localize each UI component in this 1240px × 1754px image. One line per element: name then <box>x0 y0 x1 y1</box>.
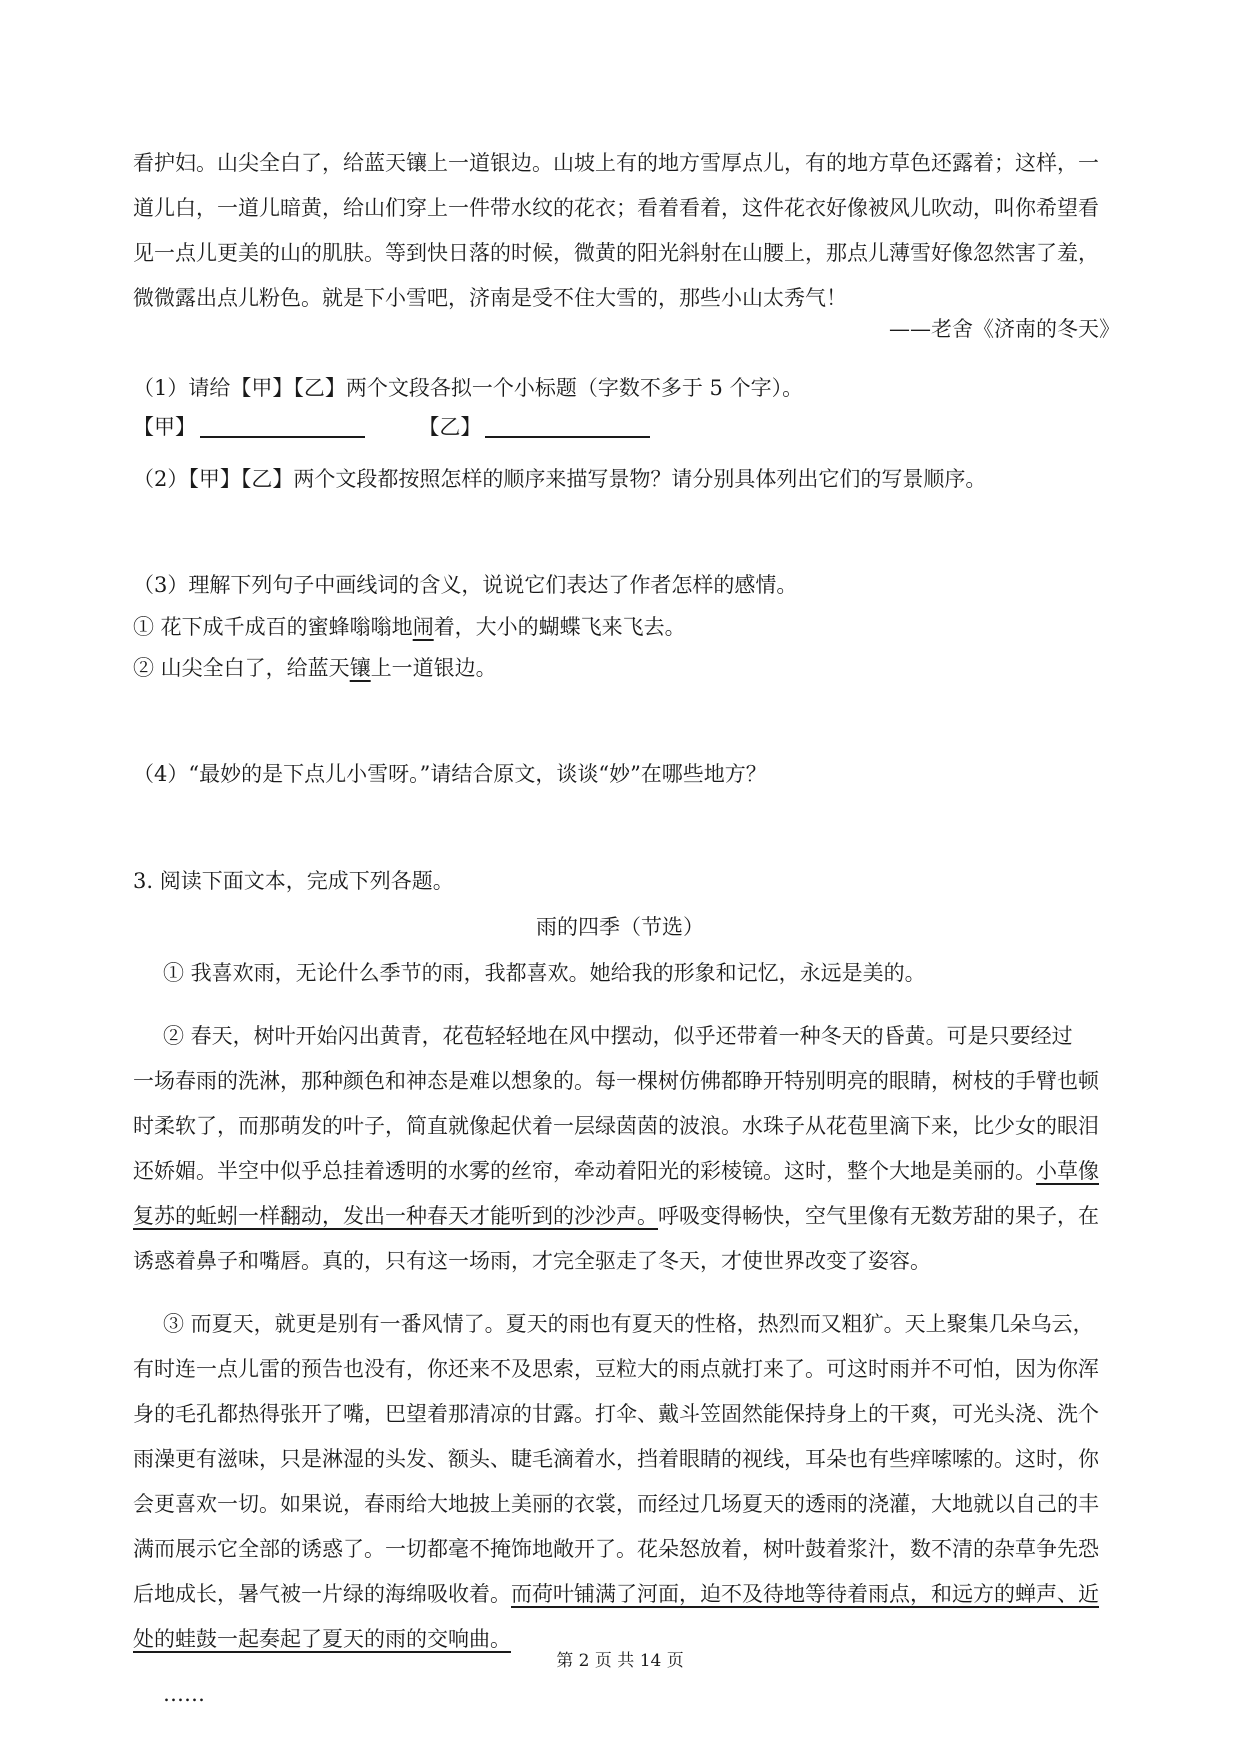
blank-label-jia: 【甲】 <box>133 415 196 439</box>
question-3-sentence-1 <box>133 612 686 642</box>
sentence-2-text: ② 山尖全白了，给蓝天 <box>133 656 350 680</box>
paragraph-2-line-3: 时柔软了，而那萌发的叶子，简直就像起伏着一层绿茵茵的波浪。水珠子从花苞里滴下来，比少女的眼泪 <box>133 1114 1099 1138</box>
paragraph-2-line-1: ② 春天，树叶开始闪出黄青，花苞轻轻地在风中摆动，似乎还带着一种冬天的昏黄。可是只要经过 <box>163 1024 1073 1048</box>
paragraph-2-line-4-text: 还娇媚。半空中似乎总挂着透明的水雾的丝帘，牵动着阳光的彩棱镜。这时，整个大地是美丽的。 <box>133 1159 1036 1183</box>
paragraph-3-line-6: 满而展示它全部的诱惑了。一切都毫不掩饰地敞开了。花朵怒放着，树叶鼓着浆汁，数不清的杂草争先恐 <box>133 1537 1099 1561</box>
passage-line-2: 道儿白，一道儿暗黄，给山们穿上一件带水纹的花衣；看着看着，这件花衣好像被风儿吹动，叫你希望看 <box>133 196 1099 220</box>
underlined-word-nao: 闹 <box>412 615 434 639</box>
answer-blank-jia[interactable] <box>200 414 365 438</box>
underlined-sentence-summer-a: 而荷叶铺满了河面，迫不及待地等待着雨点，和远方的蝉声、近 <box>511 1582 1099 1606</box>
paragraph-2-line-5-text: 呼吸变得畅快，空气里像有无数芳甜的果子，在 <box>658 1204 1099 1228</box>
paragraph-3-line-3: 身的毛孔都热得张开了嘴，巴望着那清凉的甘露。打伞、戴斗笠固然能保持身上的干爽，可光头浇、洗个 <box>133 1402 1099 1426</box>
sentence-1-tail: 着，大小的蝴蝶飞来飞去。 <box>433 615 686 639</box>
paragraph-2-line-4 <box>133 1156 1099 1186</box>
paragraph-3-line-5: 会更喜欢一切。如果说，春雨给大地披上美丽的衣裳，而经过几场夏天的透雨的浇灌，大地就以自己的丰 <box>133 1492 1099 1516</box>
underlined-sentence-summer-b: 处的蛙鼓一起奏起了夏天的雨的交响曲。 <box>133 1627 511 1651</box>
passage-line-3: 见一点儿更美的山的肌肤。等到快日落的时候，微黄的阳光斜射在山腰上，那点儿薄雪好像忽然害了羞， <box>133 241 1099 265</box>
question-4: （4）“最妙的是下点儿小雪呀。”请结合原文，谈谈“妙”在哪些地方？ <box>133 762 767 786</box>
blank-label-yi: 【乙】 <box>418 415 482 439</box>
passage-line-1: 看护妇。山尖全白了，给蓝天镶上一道银边。山坡上有的地方雪厚点儿，有的地方草色还露着；这样，一 <box>133 151 1099 175</box>
paragraph-3-line-2: 有时连一点儿雷的预告也没有，你还来不及思索，豆粒大的雨点就打来了。可这时雨并不可怕，因为你浑 <box>133 1357 1099 1381</box>
paragraph-2-line-5 <box>133 1201 1099 1231</box>
question-1: （1）请给【甲】【乙】两个文段各拟一个小标题（字数不多于 5 个字）。 <box>133 376 804 400</box>
sentence-1-text: ① 花下成千成百的蜜蜂嗡嗡地 <box>133 615 413 639</box>
ellipsis: …… <box>163 1682 205 1706</box>
paragraph-1: ① 我喜欢雨，无论什么季节的雨，我都喜欢。她给我的形象和记忆，永远是美的。 <box>163 961 926 985</box>
paragraph-3-line-7 <box>133 1579 1099 1609</box>
paragraph-2-line-6: 诱惑着鼻子和嘴唇。真的，只有这一场雨，才完全驱走了冬天，才使世界改变了姿容。 <box>133 1249 931 1273</box>
paragraph-3-line-4: 雨澡更有滋味，只是淋湿的头发、额头、睫毛滴着水，挡着眼睛的视线，耳朵也有些痒嗦嗦的。这时，你 <box>133 1447 1099 1471</box>
page-footer: 第 2 页 共 14 页 <box>556 1651 684 1671</box>
reading-title: 雨的四季（节选） <box>536 915 704 939</box>
underlined-sentence-spring-a: 小草像 <box>1036 1159 1099 1183</box>
question-1-blanks <box>133 412 650 442</box>
question-3-sentence-2 <box>133 653 497 683</box>
paragraph-3-line-7-text: 后地成长，暑气被一片绿的海绵吸收着。 <box>133 1582 511 1606</box>
section-3-heading: 3. 阅读下面文本，完成下列各题。 <box>133 869 454 893</box>
question-2: （2）【甲】【乙】两个文段都按照怎样的顺序来描写景物？请分别具体列出它们的写景顺序。 <box>133 467 987 491</box>
passage-attribution: ——老舍《济南的冬天》 <box>889 317 1120 341</box>
underlined-word-xiang: 镶 <box>349 656 371 680</box>
question-3: （3）理解下列句子中画线词的含义，说说它们表达了作者怎样的感情。 <box>133 573 798 597</box>
passage-line-4: 微微露出点儿粉色。就是下小雪吧，济南是受不住大雪的，那些小山太秀气！ <box>133 286 847 310</box>
paragraph-3-line-1: ③ 而夏天，就更是别有一番风情了。夏天的雨也有夏天的性格，热烈而又粗犷。天上聚集几朵乌云， <box>163 1312 1094 1336</box>
paragraph-2-line-2: 一场春雨的洗淋，那种颜色和神态是难以想象的。每一棵树仿佛都睁开特别明亮的眼睛，树枝的手臂也顿 <box>133 1069 1099 1093</box>
underlined-sentence-spring-b: 复苏的蚯蚓一样翻动，发出一种春天才能听到的沙沙声。 <box>133 1204 658 1228</box>
answer-blank-yi[interactable] <box>485 414 650 438</box>
sentence-2-tail: 上一道银边。 <box>370 656 497 680</box>
